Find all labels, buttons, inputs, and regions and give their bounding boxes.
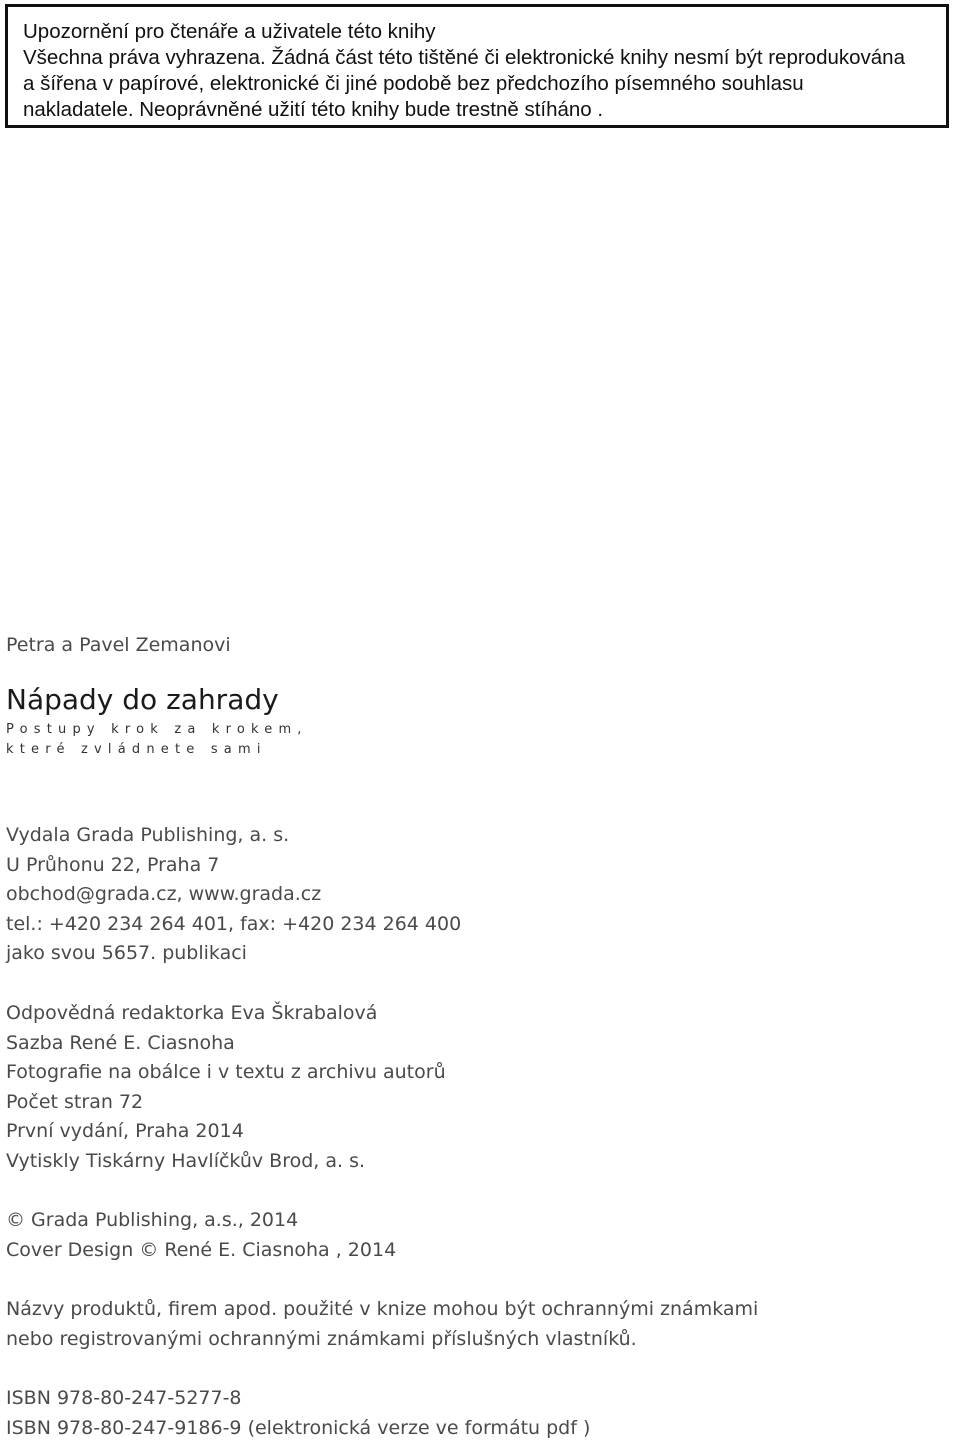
book-subtitle <box>6 720 308 760</box>
subtitle-line: které zvládnete sami <box>6 742 267 757</box>
trademark-line: Názvy produktů, firem apod. použité v knize mohou být ochrannými známkami <box>6 1298 759 1320</box>
publisher-phone: tel.: +420 234 264 401, fax: +420 234 264 400 <box>6 912 462 935</box>
notice-line: Všechna práva vyhrazena. Žádná část této tištěné či elektronické knihy nesmí být reprodukována <box>23 46 905 69</box>
copyright-info <box>6 1206 396 1265</box>
notice-line: a šířena v papírové, elektronické či jiné podobě bez předchozího písemného souhlasu <box>23 72 804 95</box>
isbn-print: ISBN 978-80-247-5277-8 <box>6 1387 242 1409</box>
printer-line: Vytiskly Tiskárny Havlíčkův Brod, a. s. <box>6 1149 366 1172</box>
credits-info <box>6 999 446 1177</box>
notice-line: nakladatele. Neoprávněné užití této knihy bude trestně stíháno . <box>23 98 604 121</box>
publisher-info <box>6 821 461 969</box>
notice-heading: Upozornění pro čtenáře a uživatele této knihy <box>23 20 436 43</box>
title-block <box>6 630 308 760</box>
book-authors: Petra a Pavel Zemanovi <box>6 634 231 656</box>
cover-design-line: Cover Design © René E. Ciasnoha , 2014 <box>6 1238 397 1261</box>
typesetting-line: Sazba René E. Ciasnoha <box>6 1031 235 1054</box>
page-count-line: Počet stran 72 <box>6 1090 144 1113</box>
publisher-name: Vydala Grada Publishing, a. s. <box>6 824 290 846</box>
isbn-electronic: ISBN 978-80-247-9186-9 (elektronická verze ve formátu pdf ) <box>6 1416 591 1439</box>
copyright-notice-box <box>5 4 949 128</box>
trademark-notice <box>6 1295 758 1354</box>
photos-line: Fotografie na obálce i v textu z archivu autorů <box>6 1061 446 1084</box>
edition-line: První vydání, Praha 2014 <box>6 1120 244 1143</box>
publication-number: jako svou 5657. publikaci <box>6 942 247 965</box>
publisher-contacts: obchod@grada.cz, www.grada.cz <box>6 883 322 906</box>
publisher-address: U Průhonu 22, Praha 7 <box>6 853 220 876</box>
editor-line: Odpovědná redaktorka Eva Škrabalová <box>6 1002 378 1024</box>
copyright-line: © Grada Publishing, a.s., 2014 <box>6 1209 299 1231</box>
isbn-info <box>6 1384 590 1443</box>
book-title: Nápady do zahrady <box>6 683 279 716</box>
trademark-line: nebo registrovanými ochrannými známkami příslušných vlastníků. <box>6 1327 637 1350</box>
subtitle-line: Postupy krok za krokem, <box>6 722 308 737</box>
